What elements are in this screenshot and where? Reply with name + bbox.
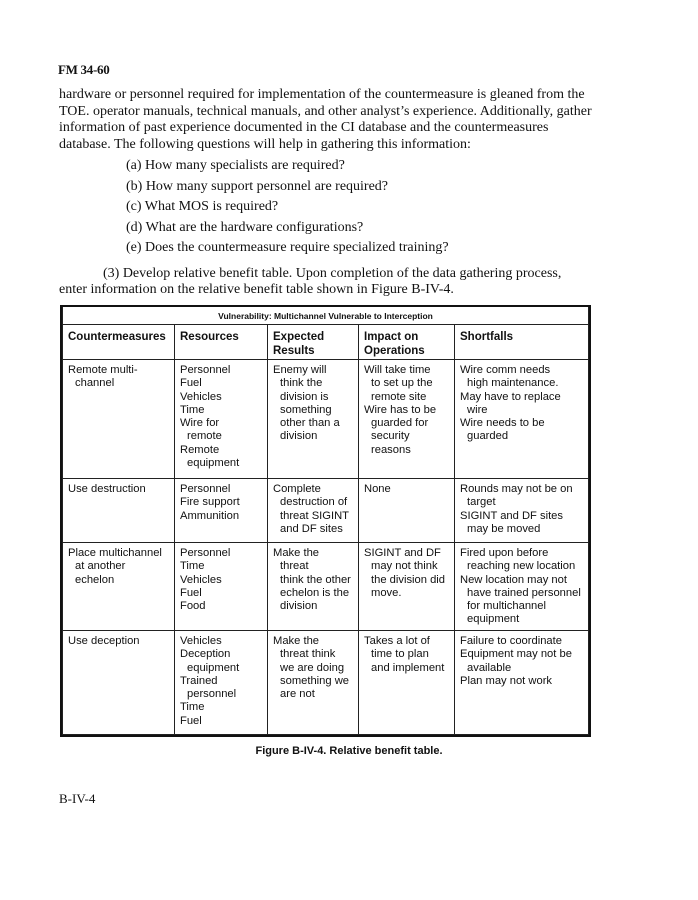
cell-line: move. bbox=[371, 586, 402, 599]
cell-line: SIGINT and DF sites bbox=[460, 509, 563, 522]
column-header: Shortfalls bbox=[455, 325, 589, 360]
cell-line: think the bbox=[280, 377, 323, 390]
cell-line: Fuel bbox=[180, 586, 202, 599]
cell-line: Equipment may not be bbox=[460, 648, 572, 661]
cell-line: are not bbox=[280, 688, 315, 701]
question-item: (d) What are the hardware configurations? bbox=[126, 219, 364, 235]
cell-line: and implement bbox=[371, 661, 445, 674]
table-row bbox=[63, 479, 589, 543]
body-paragraph-step-3 bbox=[59, 266, 599, 298]
cell-line: and DF sites bbox=[280, 522, 343, 535]
cell-line: division bbox=[280, 430, 318, 443]
table-cell bbox=[63, 543, 175, 631]
cell-line: Takes a lot of bbox=[364, 635, 430, 647]
cell-line: Deception bbox=[180, 648, 231, 661]
cell-line: for multichannel bbox=[467, 600, 546, 613]
paragraph-first-line: (3) Develop relative benefit table. Upon completion of the data gathering process, bbox=[103, 266, 562, 281]
cell-line: Personnel bbox=[180, 483, 231, 495]
cell-line: guarded bbox=[467, 430, 509, 443]
table-cell bbox=[175, 631, 268, 735]
cell-line: Enemy will bbox=[273, 364, 327, 376]
cell-line: Wire for bbox=[180, 417, 220, 430]
table-cell bbox=[175, 479, 268, 543]
table-row bbox=[63, 543, 589, 631]
cell-line: threat SIGINT bbox=[280, 509, 350, 522]
body-paragraph: hardware or personnel required for implementation of the countermeasure is gleaned from the TOE. operator manuals, technical manuals, and other analyst’s experience. Additionally, gather information of past experience documented in the CI database and the countermeasures database. The following questions will help in gathering this information: bbox=[59, 87, 592, 152]
cell-line: Fired upon before bbox=[460, 547, 549, 559]
cell-line: Remote multi- bbox=[68, 364, 138, 376]
table-cell bbox=[175, 360, 268, 479]
table-cell bbox=[455, 360, 589, 479]
table-cell bbox=[455, 543, 589, 631]
cell-line: Fuel bbox=[180, 714, 202, 727]
cell-line: Ammunition bbox=[180, 509, 240, 522]
column-header: Impact on Operations bbox=[359, 325, 455, 360]
cell-line: Food bbox=[180, 600, 206, 613]
cell-line: time to plan bbox=[371, 648, 429, 661]
table-cell bbox=[268, 479, 359, 543]
cell-line: at another bbox=[75, 560, 126, 573]
cell-line: Plan may not work bbox=[460, 674, 553, 687]
cell-line: other than a bbox=[280, 417, 340, 430]
cell-line: guarded for bbox=[371, 417, 429, 430]
cell-line: Make the bbox=[273, 547, 320, 559]
cell-line: echelon is the bbox=[280, 586, 350, 599]
cell-line: may not think bbox=[371, 560, 438, 573]
cell-line: Personnel bbox=[180, 364, 231, 376]
cell-line: Use deception bbox=[68, 635, 140, 647]
cell-line: Vehicles bbox=[180, 635, 222, 647]
table-cell bbox=[359, 543, 455, 631]
cell-line: remote site bbox=[371, 390, 427, 403]
table-cell bbox=[63, 631, 175, 735]
cell-line: Time bbox=[180, 403, 205, 416]
cell-line: Use destruction bbox=[68, 483, 146, 495]
cell-line: reaching new location bbox=[467, 560, 576, 573]
cell-line: security bbox=[371, 430, 410, 443]
cell-line: remote bbox=[187, 430, 222, 443]
cell-line: to set up the bbox=[371, 377, 433, 390]
table-row bbox=[63, 360, 589, 479]
cell-line: Wire needs to be bbox=[460, 417, 545, 430]
cell-line: May have to replace bbox=[460, 390, 561, 403]
cell-line: Time bbox=[180, 701, 205, 714]
cell-line: Wire comm needs bbox=[460, 364, 551, 376]
table-cell bbox=[455, 479, 589, 543]
table-cell bbox=[268, 543, 359, 631]
question-item: (b) How many support personnel are required? bbox=[126, 178, 389, 194]
cell-line: target bbox=[467, 496, 496, 509]
cell-line: division is bbox=[280, 390, 329, 403]
cell-line: wire bbox=[467, 403, 488, 416]
cell-line: Will take time bbox=[364, 364, 431, 376]
cell-line: Personnel bbox=[180, 547, 231, 559]
cell-line: SIGINT and DF bbox=[364, 547, 441, 559]
cell-line: reasons bbox=[371, 443, 411, 456]
cell-line: may be moved bbox=[467, 522, 541, 535]
column-header: Resources bbox=[175, 325, 268, 360]
cell-line: available bbox=[467, 661, 512, 674]
cell-line: high maintenance. bbox=[467, 377, 559, 390]
cell-line: New location may not bbox=[460, 573, 567, 586]
question-item: (c) What MOS is required? bbox=[126, 199, 279, 214]
table-row bbox=[63, 631, 589, 735]
cell-line: channel bbox=[75, 377, 115, 390]
table-cell bbox=[63, 360, 175, 479]
cell-line: Place multichannel bbox=[68, 547, 162, 559]
cell-line: Vehicles bbox=[180, 573, 222, 586]
table-title: Vulnerability: Multichannel Vulnerable to Interception bbox=[63, 307, 589, 325]
table-cell bbox=[63, 479, 175, 543]
cell-line: Remote bbox=[180, 443, 220, 456]
cell-line: Failure to coordinate bbox=[460, 635, 562, 647]
cell-line: think the other bbox=[280, 573, 351, 586]
cell-line: Complete bbox=[273, 483, 321, 495]
question-item: (a) How many specialists are required? bbox=[126, 158, 345, 173]
table-cell bbox=[455, 631, 589, 735]
document-id-header: FM 34-60 bbox=[58, 62, 110, 77]
cell-line: equipment bbox=[187, 661, 240, 674]
cell-line: have trained personnel bbox=[467, 586, 581, 599]
cell-line: Rounds may not be on bbox=[460, 483, 573, 495]
cell-line: the division did bbox=[371, 573, 446, 586]
cell-line: destruction of bbox=[280, 496, 348, 509]
cell-line: Vehicles bbox=[180, 390, 222, 403]
relative-benefit-table bbox=[60, 305, 591, 737]
cell-line: Trained bbox=[180, 674, 218, 687]
question-item: (e) Does the countermeasure require specialized training? bbox=[126, 240, 449, 255]
cell-line: None bbox=[364, 483, 391, 495]
paragraph-rest: enter information on the relative benefit table shown in Figure B-IV-4. bbox=[59, 282, 454, 297]
cell-line: Wire has to be bbox=[364, 403, 437, 416]
cell-line: Make the bbox=[273, 635, 320, 647]
column-header: Countermeasures bbox=[63, 325, 175, 360]
cell-line: something we bbox=[280, 674, 350, 687]
table-cell bbox=[359, 479, 455, 543]
figure-caption: Figure B-IV-4. Relative benefit table. bbox=[255, 745, 443, 757]
cell-line: division bbox=[280, 600, 318, 613]
table-cell bbox=[175, 543, 268, 631]
table-header-row bbox=[63, 325, 589, 360]
table-cell bbox=[359, 360, 455, 479]
cell-line: Fire support bbox=[180, 496, 240, 509]
table-cell bbox=[268, 631, 359, 735]
column-header: Expected Results bbox=[268, 325, 359, 360]
cell-line: equipment bbox=[187, 457, 240, 470]
cell-line: Fuel bbox=[180, 377, 202, 390]
table-cell bbox=[268, 360, 359, 479]
table-cell bbox=[359, 631, 455, 735]
cell-line: Time bbox=[180, 560, 205, 573]
cell-line: threat think bbox=[280, 648, 336, 661]
cell-line: something bbox=[280, 403, 332, 416]
cell-line: echelon bbox=[75, 573, 115, 586]
cell-line: threat bbox=[280, 560, 309, 573]
cell-line: equipment bbox=[467, 613, 520, 626]
question-list bbox=[126, 156, 449, 259]
page-number: B-IV-4 bbox=[59, 791, 96, 806]
cell-line: personnel bbox=[187, 688, 237, 701]
cell-line: we are doing bbox=[280, 661, 345, 674]
